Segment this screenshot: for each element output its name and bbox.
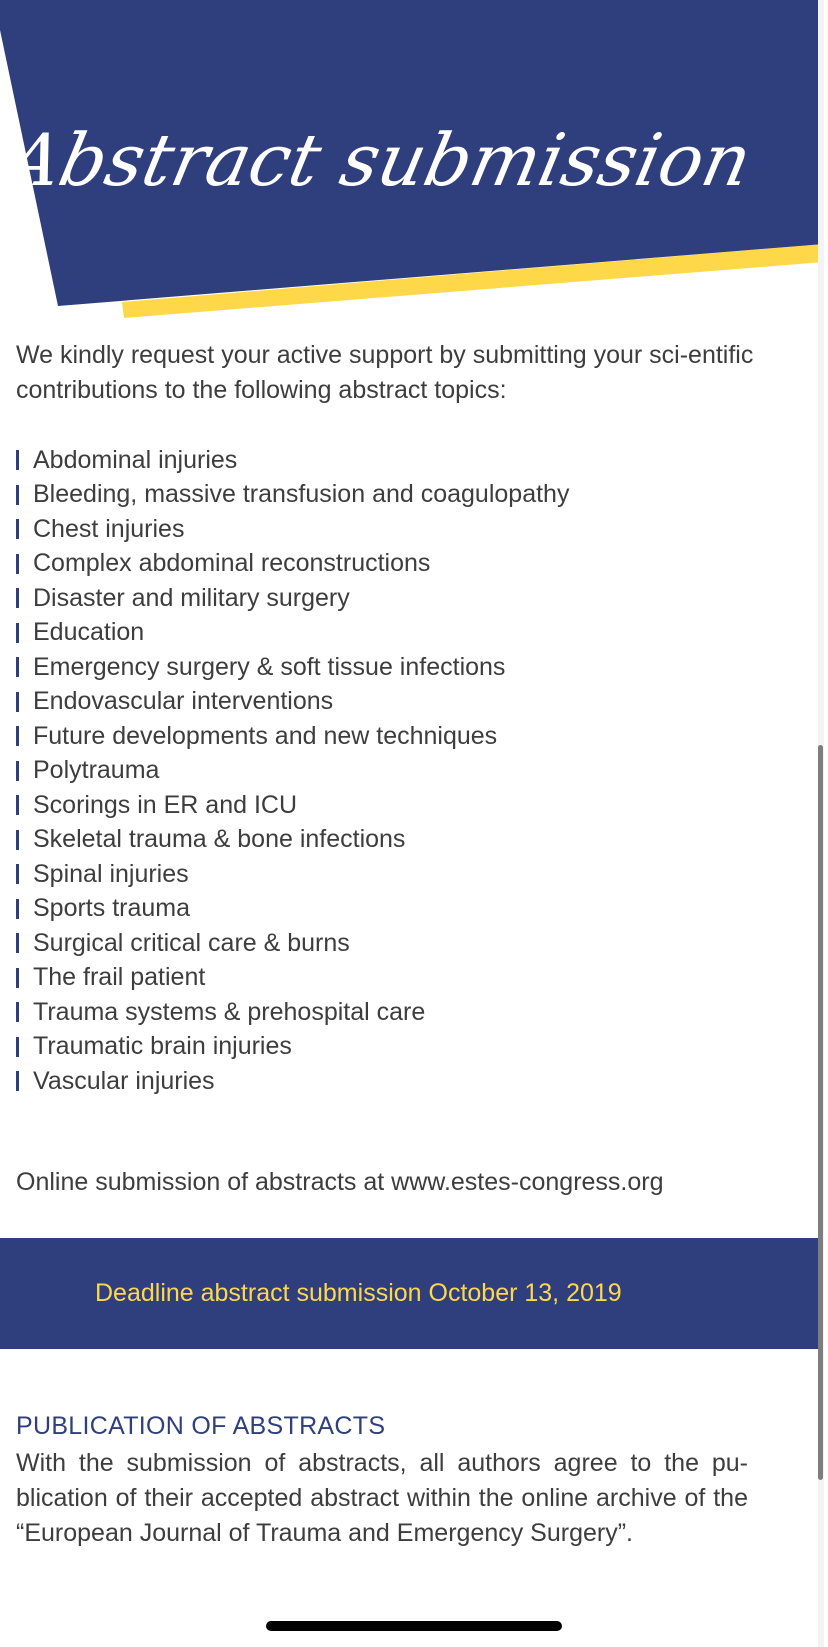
bullet-bar-icon <box>16 1071 19 1091</box>
bullet-bar-icon <box>16 554 19 574</box>
bullet-bar-icon <box>16 795 19 815</box>
scrollbar-thumb[interactable] <box>818 745 823 1480</box>
topic-label: Chest injuries <box>33 514 185 543</box>
bullet-bar-icon <box>16 864 19 884</box>
publication-body: With the submission of abstracts, all authors agree to the pu-blication of their accepted abstract within the online archive of the “European Journal of Trauma and Emergency Surgery”. <box>16 1449 748 1547</box>
topic-label: Sports trauma <box>33 894 191 923</box>
bullet-bar-icon <box>16 830 19 850</box>
bullet-bar-icon <box>16 726 19 746</box>
topic-label: Bleeding, massive transfusion and coagulopathy <box>33 480 570 509</box>
topic-item <box>16 443 569 478</box>
bullet-bar-icon <box>16 761 19 781</box>
header-banner <box>0 0 824 320</box>
topic-label: The frail patient <box>33 963 206 992</box>
topic-item <box>16 823 569 858</box>
bullet-bar-icon <box>16 968 19 988</box>
topic-label: Future developments and new techniques <box>33 721 498 750</box>
intro-paragraph: We kindly request your active support by submitting your sci-entific contributions to the following abstract topics: <box>16 341 754 404</box>
topic-item <box>16 512 569 547</box>
topic-label: Vascular injuries <box>33 1066 215 1095</box>
topic-label: Education <box>33 618 145 647</box>
bullet-bar-icon <box>16 485 19 505</box>
topic-item <box>16 719 569 754</box>
topic-label: Surgical critical care & burns <box>33 928 350 957</box>
topic-item <box>16 581 569 616</box>
bullet-bar-icon <box>16 450 19 470</box>
bullet-bar-icon <box>16 1037 19 1057</box>
bullet-bar-icon <box>16 657 19 677</box>
topic-item <box>16 788 569 823</box>
topic-item <box>16 547 569 582</box>
bullet-bar-icon <box>16 588 19 608</box>
bullet-bar-icon <box>16 933 19 953</box>
topic-item <box>16 961 569 996</box>
topic-item <box>16 1064 569 1099</box>
bullet-bar-icon <box>16 692 19 712</box>
topic-label: Complex abdominal reconstructions <box>33 549 431 578</box>
topic-item <box>16 616 569 651</box>
topic-label: Spinal injuries <box>33 859 189 888</box>
topic-label: Scorings in ER and ICU <box>33 790 298 819</box>
topic-item <box>16 857 569 892</box>
topic-label: Trauma systems & prehospital care <box>33 997 426 1026</box>
topic-item <box>16 1030 569 1065</box>
topic-label: Disaster and military surgery <box>33 583 350 612</box>
topic-label: Emergency surgery & soft tissue infections <box>33 652 506 681</box>
topic-item <box>16 754 569 789</box>
topic-item <box>16 650 569 685</box>
topic-label: Skeletal trauma & bone infections <box>33 825 406 854</box>
topic-label: Abdominal injuries <box>33 445 238 474</box>
topic-item <box>16 685 569 720</box>
topic-item <box>16 995 569 1030</box>
topic-label: Endovascular interventions <box>33 687 334 716</box>
deadline-text: Deadline abstract submission October 13, 2019 <box>95 1279 622 1307</box>
bullet-bar-icon <box>16 1002 19 1022</box>
topic-item <box>16 926 569 961</box>
deadline-banner <box>0 1238 824 1349</box>
topic-item <box>16 478 569 513</box>
home-indicator[interactable] <box>266 1621 562 1631</box>
page-title: Abstract submission <box>0 118 759 202</box>
publication-heading: PUBLICATION OF ABSTRACTS <box>16 1412 386 1440</box>
bullet-bar-icon <box>16 623 19 643</box>
topic-label: Polytrauma <box>33 756 160 785</box>
topics-list <box>16 443 569 1099</box>
bullet-bar-icon <box>16 899 19 919</box>
topic-label: Traumatic brain injuries <box>33 1032 292 1061</box>
online-submission-text: Online submission of abstracts at www.estes-congress.org <box>16 1168 664 1196</box>
bullet-bar-icon <box>16 519 19 539</box>
topic-item <box>16 892 569 927</box>
